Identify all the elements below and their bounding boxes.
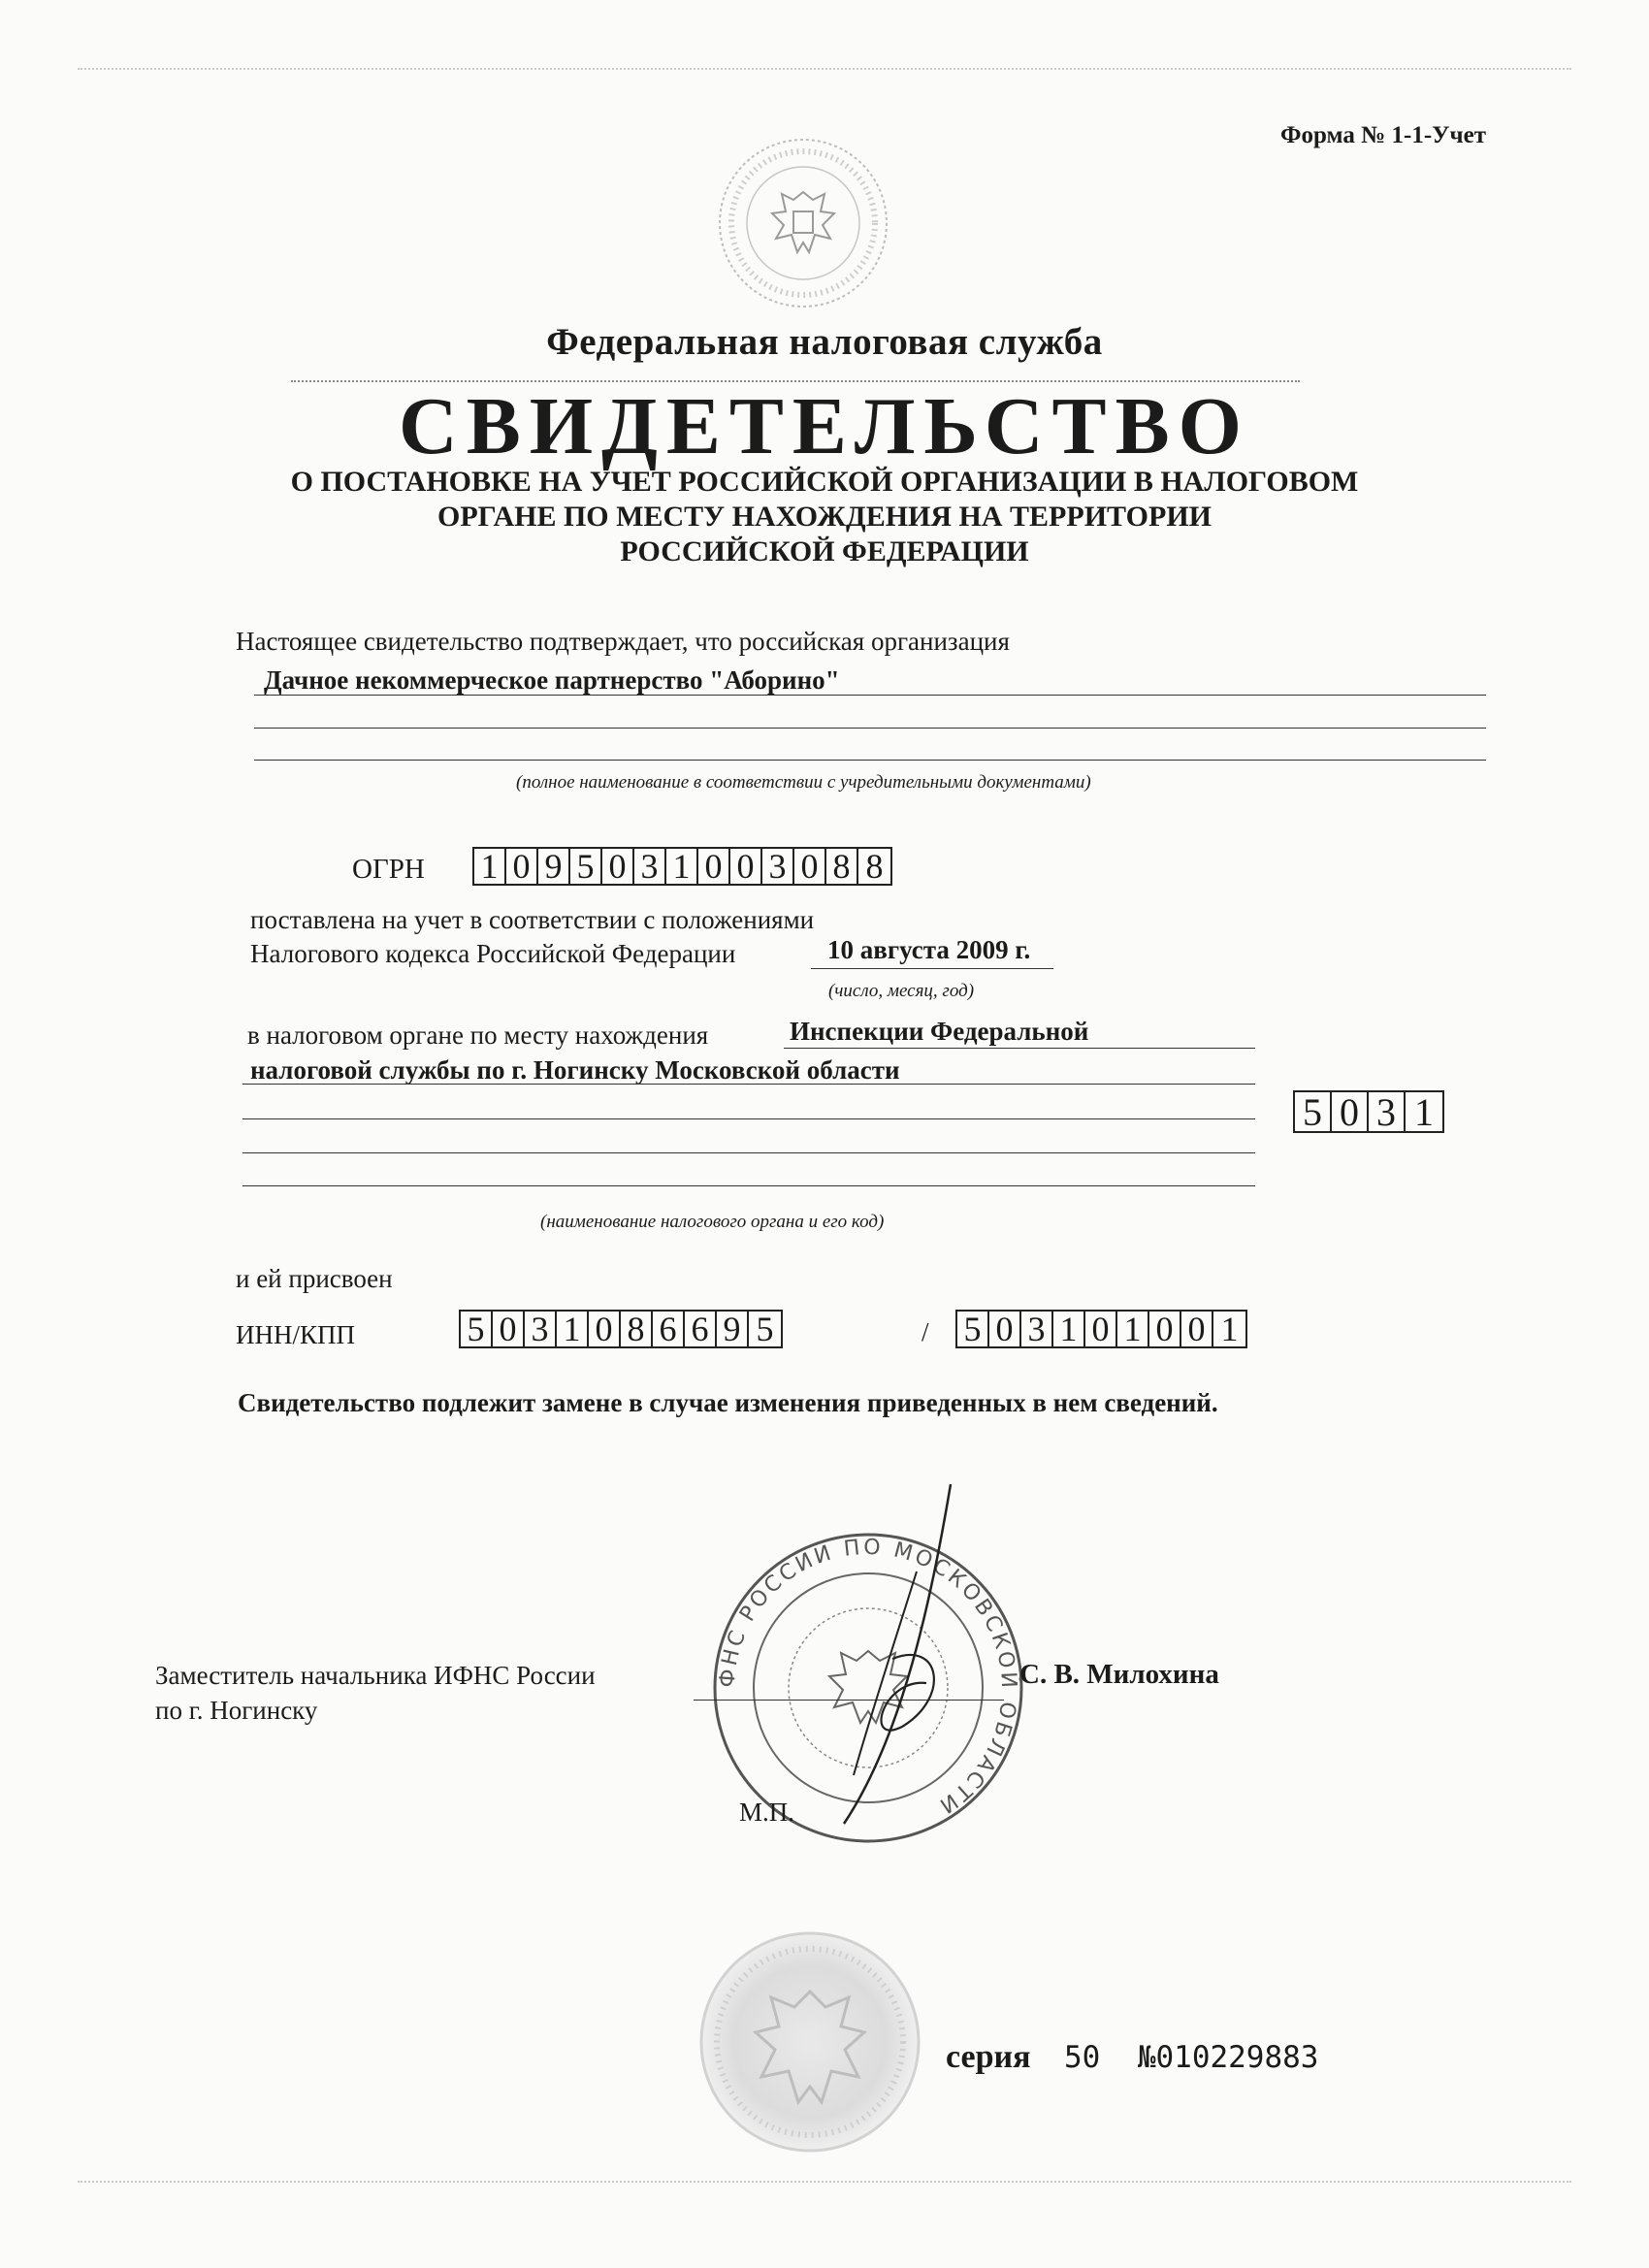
digit-cell: 1 [1053, 1312, 1085, 1346]
ogrn-label: ОГРН [352, 854, 425, 885]
ogrn-value [472, 847, 892, 886]
hologram-emblem-icon [694, 1926, 926, 2158]
digit-cell: 5 [1295, 1092, 1332, 1131]
tax-authority-code [1293, 1090, 1444, 1133]
digit-cell: 1 [557, 1312, 589, 1346]
signer-position-2: по г. Ногинску [155, 1696, 318, 1725]
kpp-value [955, 1310, 1247, 1348]
signer-name: С. В. Милохина [1019, 1659, 1219, 1690]
tax-authority-prefix: в налоговом органе по месту нахождения [247, 1021, 709, 1050]
digit-cell: 0 [1181, 1312, 1213, 1346]
tax-authority-line-5 [242, 1185, 1255, 1186]
digit-cell: 3 [525, 1312, 557, 1346]
assigned-label: и ей присвоен [236, 1264, 393, 1293]
digit-cell: 5 [461, 1312, 493, 1346]
digit-cell: 0 [989, 1312, 1021, 1346]
digit-cell: 0 [1332, 1092, 1369, 1131]
digit-cell: 0 [602, 849, 634, 884]
digit-cell: 8 [621, 1312, 653, 1346]
digit-cell: 3 [1021, 1312, 1053, 1346]
serial-series: 50 [1064, 2040, 1101, 2075]
registration-text-1: поставлена на учет в соответствии с положениями [250, 905, 815, 934]
digit-cell: 0 [794, 849, 826, 884]
registration-date-line [811, 968, 1053, 969]
stamp-place-label: М.П. [739, 1798, 795, 1827]
tax-authority-name-2: налоговой службы по г. Ногинску Московской области [250, 1055, 900, 1085]
digit-cell: 1 [666, 849, 698, 884]
handwritten-signature-icon [834, 1484, 970, 1833]
inn-kpp-separator: / [922, 1317, 929, 1346]
registration-date-caption: (число, месяц, год) [828, 981, 975, 1001]
tax-authority-line-4 [242, 1152, 1255, 1153]
serial-value: №010229883 [1137, 2040, 1319, 2075]
inn-value [459, 1310, 783, 1348]
digit-cell: 5 [756, 1310, 774, 1348]
digit-cell: 3 [1369, 1092, 1406, 1131]
digit-cell: 3 [762, 849, 794, 884]
emblem-watermark-icon [716, 136, 890, 310]
digit-cell: 9 [717, 1312, 749, 1346]
digit-cell: 8 [865, 847, 884, 886]
digit-cell: 6 [685, 1312, 717, 1346]
organization-line-3 [254, 760, 1486, 761]
tax-authority-line-2 [242, 1084, 1255, 1085]
digit-cell: 6 [653, 1312, 685, 1346]
digit-cell: 1 [1414, 1089, 1434, 1134]
tax-authority-line-3 [242, 1118, 1255, 1119]
signer-position-1: Заместитель начальника ИФНС России [155, 1661, 596, 1690]
registration-date: 10 августа 2009 г. [827, 935, 1031, 964]
digit-cell: 0 [493, 1312, 525, 1346]
subtitle-line-1: О ПОСТАНОВКЕ НА УЧЕТ РОССИЙСКОЙ ОРГАНИЗАЦИИ В НАЛОГОВОМ [290, 466, 1359, 498]
digit-cell: 9 [538, 849, 570, 884]
inn-kpp-label: ИНН/КПП [236, 1320, 356, 1349]
service-name: Федеральная налоговая служба [546, 321, 1103, 363]
bottom-edge-line [78, 2181, 1571, 2183]
digit-cell: 8 [826, 849, 858, 884]
digit-cell: 0 [589, 1312, 621, 1346]
tax-authority-name-1: Инспекции Федеральной [790, 1017, 1089, 1046]
digit-cell: 1 [1117, 1312, 1149, 1346]
digit-cell: 5 [570, 849, 602, 884]
serial-label: серия [946, 2039, 1031, 2075]
subtitle-line-2: ОРГАНЕ ПО МЕСТУ НАХОЖДЕНИЯ НА ТЕРРИТОРИИ [436, 501, 1212, 533]
certificate-title: СВИДЕТЕЛЬСТВО [399, 381, 1250, 471]
serial-number [946, 2039, 1318, 2076]
organization-line-2 [254, 728, 1486, 729]
digit-cell: 0 [730, 849, 762, 884]
tax-authority-line-1 [784, 1048, 1255, 1049]
organization-caption: (полное наименование в соответствии с учредительными документами) [516, 772, 1091, 793]
top-edge-line [78, 68, 1571, 70]
replacement-notice: Свидетельство подлежит замене в случае изменения приведенных в нем сведений. [238, 1388, 1218, 1417]
tax-authority-caption: (наименование налогового органа и его код) [540, 1212, 885, 1232]
digit-cell: 0 [506, 849, 538, 884]
digit-cell: 1 [1220, 1310, 1239, 1348]
form-number: Форма № 1-1-Учет [1280, 122, 1486, 148]
digit-cell: 0 [1149, 1312, 1181, 1346]
digit-cell: 0 [1085, 1312, 1117, 1346]
digit-cell: 0 [698, 849, 730, 884]
digit-cell: 5 [957, 1312, 989, 1346]
digit-cell: 1 [474, 849, 506, 884]
registration-text-2: Налогового кодекса Российской Федерации [250, 939, 736, 968]
organization-name: Дачное некоммерческое партнерство "Аборино" [264, 665, 840, 695]
organization-line-1 [254, 695, 1486, 696]
organization-intro: Настоящее свидетельство подтверждает, что российская организация [236, 627, 1010, 656]
seal-text: ФНС РОССИИ ПО МОСКОВСКОЙ ОБЛАСТИ [715, 1535, 1021, 1820]
digit-cell: 3 [634, 849, 666, 884]
subtitle-line-3: РОССИЙСКОЙ ФЕДЕРАЦИИ [620, 535, 1029, 567]
